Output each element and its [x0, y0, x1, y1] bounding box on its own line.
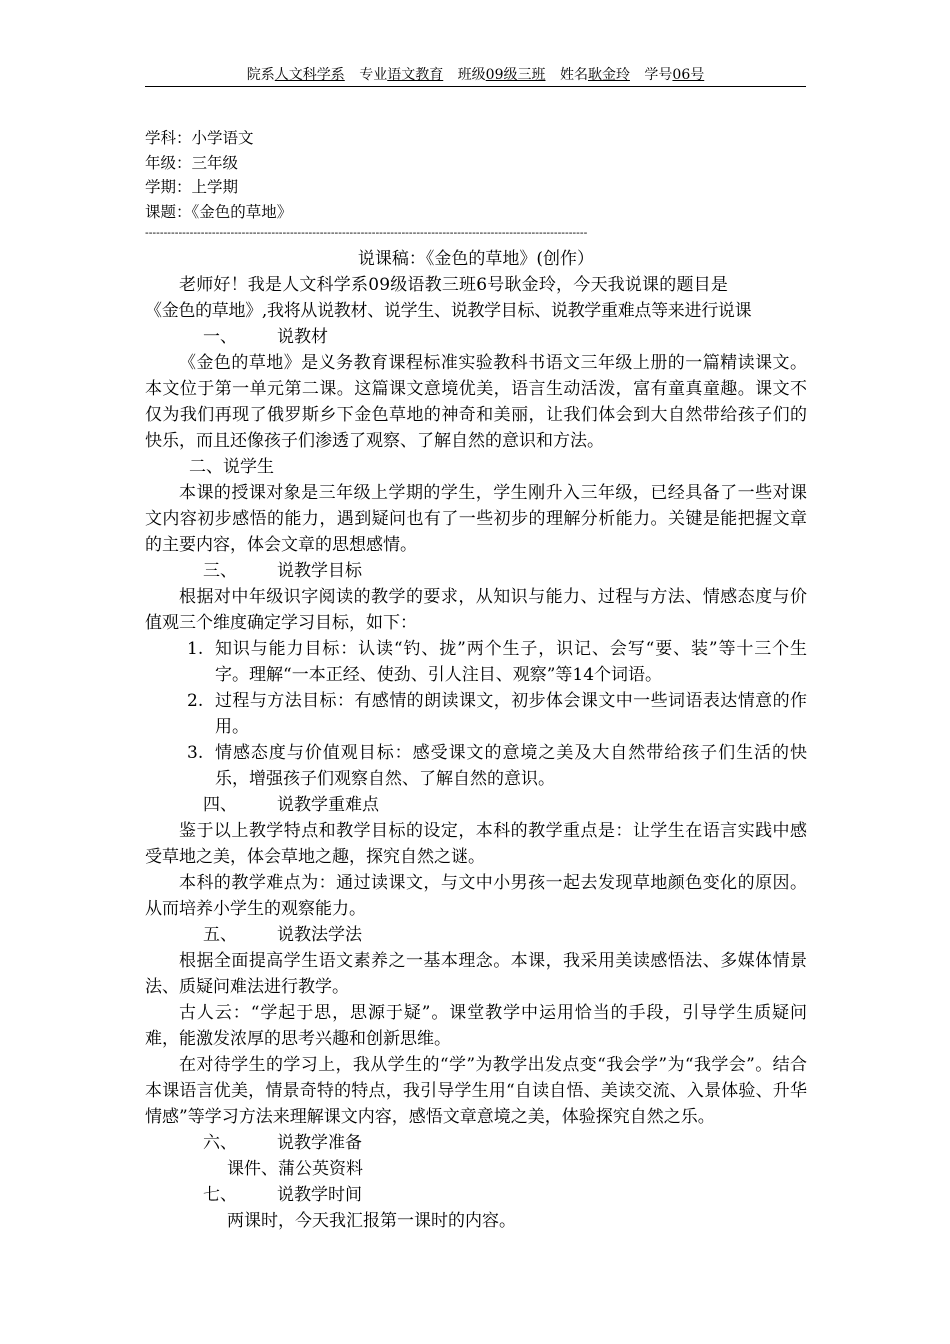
id-value: 06号 — [672, 67, 705, 83]
dashed-separator: ----------------------------------------------------------------------------------------------------------------------- — [145, 226, 588, 239]
class-value: 09级三班 — [485, 67, 546, 83]
goal-number: 1. — [187, 639, 204, 659]
section-2-paragraph: 本课的授课对象是三年级上学期的学生，学生刚升入三年级，已经具备了一些对课文内容初步感悟的能力，遇到疑问也有了一些初步的理解分析能力。关键是能把握文章的主要内容，体会文章的思想感情。 — [145, 483, 807, 555]
section-6-title: 说教学准备 — [277, 1133, 362, 1153]
section-5-number: 五、 — [203, 925, 237, 945]
section-3-title: 说教学目标 — [277, 561, 362, 581]
section-5-paragraph-3: 在对待学生的学习上，我从学生的“学”为教学出发点变“我会学”为“我学会”。结合本课语言优美，情景奇特的特点，我引导学生用“自读自悟、美读交流、入景体验、升华情感”等学习方法来理解课文内容，感悟文章意境之美，体验探究自然之乐。 — [145, 1055, 807, 1127]
page-header — [145, 66, 806, 87]
section-4-paragraph-2: 本科的教学难点为：通过读课文，与文中小男孩一起去发现草地颜色变化的原因。从而培养小学生的观察能力。 — [145, 873, 807, 919]
section-5-title: 说教法学法 — [277, 925, 362, 945]
section-1-paragraph: 《金色的草地》是义务教育课程标准实验教科书语文三年级上册的一篇精读课文。本文位于第一单元第二课。这篇课文意境优美，语言生动活泼，富有童真童趣。课文不仅为我们再现了俄罗斯乡下金色草地的神奇和美丽，让我们体会到大自然带给孩子们的快乐，而且还像孩子们渗透了观察、了解自然的意识和方法。 — [145, 353, 807, 451]
dept-label: 院系 — [246, 67, 275, 83]
section-5-paragraph-2: 古人云：“学起于思，思源于疑”。课堂教学中运用恰当的手段，引导学生质疑问难，能激发浓厚的思考兴趣和创新思维。 — [145, 1003, 807, 1049]
section-7-heading — [145, 1182, 807, 1208]
document-body — [145, 246, 807, 1234]
goal-text: 知识与能力目标：认读“钓、拢”两个生子，识记、会写“要、装”等十三个生字。理解“一本正经、使劲、引人注目、观察”等14个词语。 — [215, 639, 807, 685]
meta-term: 学期：上学期 — [145, 178, 239, 196]
section-5-paragraph-1: 根据全面提高学生语文素养之一基本理念。本课，我采用美读感悟法、多媒体情景法、质疑问难法进行教学。 — [145, 951, 807, 997]
section-1-title: 说教材 — [277, 327, 328, 347]
section-3-number: 三、 — [203, 561, 237, 581]
doc-title: 说课稿：《金色的草地》(创作） — [357, 249, 595, 269]
meta-subject: 学科：小学语文 — [145, 129, 254, 147]
section-5-heading — [145, 922, 807, 948]
goals-list — [145, 636, 807, 792]
goal-text: 过程与方法目标：有感情的朗读课文，初步体会课文中一些词语表达情意的作用。 — [215, 691, 807, 737]
goal-item — [145, 688, 807, 740]
intro-line-2: 《金色的草地》,我将从说教材、说学生、说教学目标、说教学重难点等来进行说课 — [145, 301, 752, 321]
major-value: 语文教育 — [387, 67, 444, 83]
section-7-paragraph: 两课时，今天我汇报第一课时的内容。 — [227, 1211, 516, 1231]
goal-item — [145, 636, 807, 688]
major-label: 专业 — [359, 67, 388, 83]
name-label: 姓名 — [559, 67, 588, 83]
section-3-paragraph: 根据对中年级识字阅读的教学的要求，从知识与能力、过程与方法、情感态度与价值观三个维度确定学习目标，如下： — [145, 587, 807, 633]
id-label: 学号 — [644, 67, 673, 83]
goal-number: 3. — [187, 743, 204, 763]
meta-grade: 年级：三年级 — [145, 153, 239, 172]
section-4-paragraph-1: 鉴于以上教学特点和教学目标的设定，本科的教学重点是：让学生在语言实践中感受草地之美，体会草地之趣，探究自然之谜。 — [145, 821, 807, 867]
meta-block — [145, 126, 292, 224]
section-1-heading — [145, 324, 807, 350]
section-6-heading — [145, 1130, 807, 1156]
section-1-number: 一、 — [203, 327, 237, 347]
goal-item — [145, 740, 807, 792]
class-label: 班级 — [457, 67, 486, 83]
section-7-number: 七、 — [203, 1185, 237, 1205]
section-4-heading — [145, 792, 807, 818]
section-4-title: 说教学重难点 — [277, 795, 379, 815]
dept-value: 人文科学系 — [274, 67, 345, 83]
section-6-number: 六、 — [203, 1133, 237, 1153]
intro-line-1: 老师好！我是人文科学系09级语教三班6号耿金玲，今天我说课的题目是 — [179, 275, 729, 295]
name-value: 耿金玲 — [587, 67, 630, 83]
section-7-title: 说教学时间 — [277, 1185, 362, 1205]
goal-text: 情感态度与价值观目标：感受课文的意境之美及大自然带给孩子们生活的快乐，增强孩子们观察自然、了解自然的意识。 — [215, 743, 807, 789]
section-2-heading: 二、说学生 — [189, 457, 274, 477]
section-3-heading — [145, 558, 807, 584]
meta-topic: 课题：《金色的草地》 — [145, 202, 293, 221]
section-4-number: 四、 — [203, 795, 237, 815]
section-6-paragraph: 课件、蒲公英资料 — [227, 1159, 363, 1179]
goal-number: 2. — [187, 691, 204, 711]
